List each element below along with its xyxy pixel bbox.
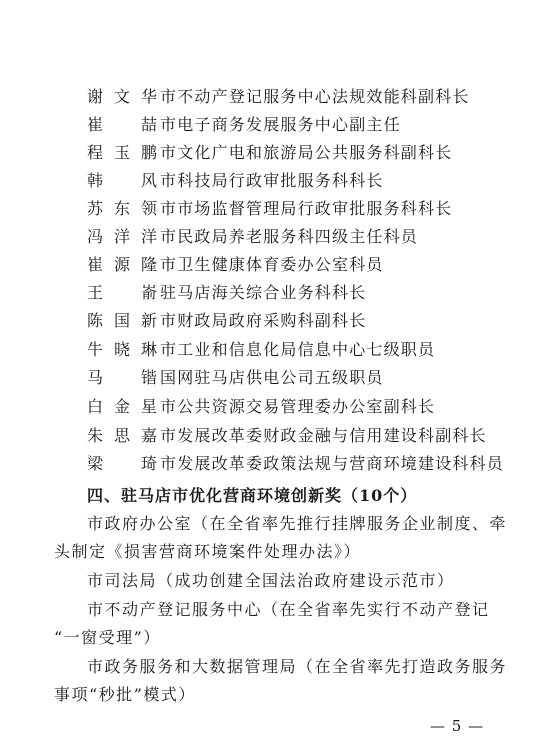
paragraph-text: 市政务服务和大数据管理局（在全省率先打造政务服务 bbox=[87, 657, 508, 676]
person-title: 市民政局养老服务科四级主任科员 bbox=[160, 227, 419, 246]
person-title: 市工业和信息化局信息中心七级职员 bbox=[160, 340, 436, 359]
person-name: 崔源隆 bbox=[87, 255, 157, 274]
paragraph-text: 市司法局（成功创建全国法治政府建设示范市） bbox=[87, 571, 455, 590]
person-title: 驻马店海关综合业务科科长 bbox=[160, 283, 367, 302]
person-name: 程玉鹏 bbox=[87, 143, 157, 162]
person-title: 市发展改革委政策法规与营商环境建设科科员 bbox=[160, 454, 505, 473]
person-name: 陈国新 bbox=[87, 311, 157, 330]
paragraph-line: 头制定《损害营商环境案件处理办法》） bbox=[54, 542, 362, 561]
paragraph-line: “一窗受理”） bbox=[54, 628, 161, 647]
person-title: 市文化广电和旅游局公共服务科副科长 bbox=[160, 143, 453, 162]
person-name: 马 锴 bbox=[87, 368, 157, 387]
person-title: 市财政局政府采购科副科长 bbox=[160, 311, 367, 330]
page-number: — 5 — bbox=[430, 717, 485, 735]
person-name: 苏东领 bbox=[87, 199, 157, 218]
person-name: 谢文华 bbox=[87, 87, 157, 106]
person-name: 梁 琦 bbox=[87, 454, 157, 473]
paragraph-line: 事项“秒批”模式） bbox=[54, 685, 196, 704]
paragraph-line bbox=[54, 569, 504, 593]
paragraph-line bbox=[54, 512, 508, 536]
person-title: 市公共资源交易管理委办公室副科长 bbox=[160, 397, 436, 416]
paragraph-line bbox=[54, 598, 504, 622]
person-title: 市电子商务发展服务中心副主任 bbox=[160, 115, 401, 134]
section-heading: 四、驻马店市优化营商环境创新奖（10个） bbox=[87, 486, 418, 505]
paragraph-line bbox=[54, 655, 508, 679]
paragraph-text: 市不动产登记服务中心（在全省率先实行不动产登记 bbox=[87, 600, 490, 619]
person-title: 市市场监督管理局行政审批服务科科长 bbox=[160, 199, 453, 218]
person-name: 牛晓琳 bbox=[87, 340, 157, 359]
person-name: 韩 风 bbox=[87, 171, 157, 190]
person-title: 市不动产登记服务中心法规效能科副科长 bbox=[160, 87, 470, 106]
person-name: 王 嵛 bbox=[87, 283, 157, 302]
person-title: 市卫生健康体育委办公室科员 bbox=[160, 255, 384, 274]
person-name: 朱思嘉 bbox=[87, 426, 157, 445]
person-title: 市发展改革委财政金融与信用建设科副科长 bbox=[160, 426, 487, 445]
person-name: 冯洋洋 bbox=[87, 227, 157, 246]
person-name: 白金星 bbox=[87, 397, 157, 416]
paragraph-text: 市政府办公室（在全省率先推行挂牌服务企业制度、牵 bbox=[87, 514, 508, 533]
person-title: 国网驻马店供电公司五级职员 bbox=[160, 368, 384, 387]
person-title: 市科技局行政审批服务科科长 bbox=[160, 171, 384, 190]
person-name: 崔 喆 bbox=[87, 115, 157, 134]
